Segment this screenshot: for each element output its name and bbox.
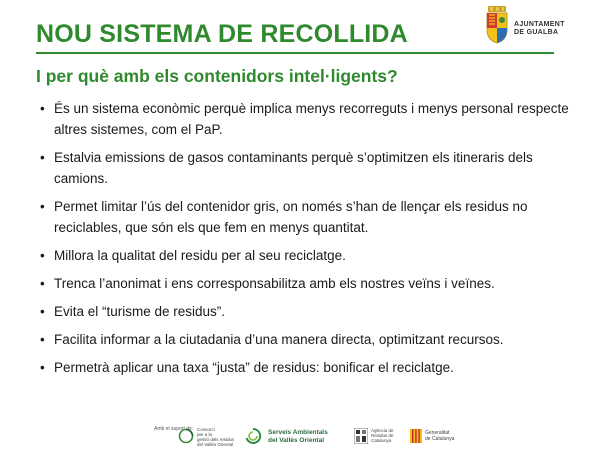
consorci-line-3: gestió dels residus [197, 437, 235, 442]
reasons-list [40, 98, 580, 385]
list-item-text: Permetrà aplicar una taxa “justa” de residus: bonificar el reciclatge. [54, 360, 454, 375]
agencia-line-3: Catalunya [371, 438, 392, 443]
coat-of-arms-icon [484, 6, 510, 44]
logo-line-1: AJUNTAMENT [514, 21, 565, 28]
list-item-text: Estalvia emissions de gasos contaminants perquè s’optimitzen els itineraris dels camions. [54, 150, 533, 186]
bullet-icon: • [40, 304, 45, 319]
list-item [40, 98, 580, 140]
agencia-line-2: Residus de [371, 433, 394, 438]
list-item [40, 301, 580, 322]
bullet-icon: • [40, 101, 45, 116]
support-label: Amb el suport de: [154, 426, 194, 432]
consorci-logo-icon [178, 428, 194, 444]
generalitat-text [425, 430, 454, 442]
list-item-text: Permet limitar l’ús del contenidor gris, on només s’han de llençar els residus no reciclables, que són els que fem en menys quantitat. [54, 199, 528, 235]
title-divider [36, 52, 554, 54]
consorci-line-1: Consorci [197, 427, 215, 432]
agencia-residus-logo [354, 426, 402, 446]
bullet-icon: • [40, 332, 45, 347]
bullet-icon: • [40, 199, 45, 214]
bullet-icon: • [40, 276, 45, 291]
list-item [40, 196, 580, 238]
agencia-line-1: Agència de [371, 428, 394, 433]
serveis-line-1: Serveis Ambientals [268, 429, 328, 436]
consorci-line-2: per a la [197, 432, 213, 437]
bullet-icon: • [40, 360, 45, 375]
bullet-icon: • [40, 150, 45, 165]
list-item [40, 357, 580, 378]
subtitle: I per què amb els contenidors intel·ligents? [36, 66, 398, 86]
agencia-logo-icon [354, 428, 368, 444]
serveis-ambientals-text [268, 429, 328, 444]
list-item-text: Millora la qualitat del residu per al seu reciclatge. [54, 248, 346, 263]
consorci-line-4: del Vallès Oriental [197, 442, 234, 447]
bullet-icon: • [40, 248, 45, 263]
recycle-swirl-icon [244, 427, 262, 445]
list-item [40, 329, 580, 350]
list-item-text: És un sistema econòmic perquè implica menys recorreguts i menys personal respecte altres sistemes, com el PaP. [54, 101, 569, 137]
consorci-text [197, 427, 234, 447]
ajuntament-logo [484, 6, 574, 48]
list-item-text: Trenca l’anonimat i ens corresponsabilitza amb els nostres veïns i veïnes. [54, 276, 495, 291]
agencia-text [371, 428, 394, 443]
list-item-text: Facilita informar a la ciutadania d’una manera directa, optimitzant recursos. [54, 332, 504, 347]
logo-line-2: DE GUALBA [514, 29, 559, 36]
list-item [40, 273, 580, 294]
list-item [40, 147, 580, 189]
logo-text [514, 21, 565, 37]
serveis-line-2: del Vallès Oriental [268, 436, 324, 444]
generalitat-logo [410, 426, 462, 446]
generalitat-line-2: de Catalunya [425, 436, 455, 442]
sponsors-footer [0, 422, 600, 448]
consorci-residus-logo [178, 426, 236, 446]
list-item [40, 245, 580, 266]
serveis-ambientals-logo [244, 426, 346, 446]
generalitat-line-1: Generalitat [425, 430, 450, 436]
page-title: NOU SISTEMA DE RECOLLIDA [36, 20, 408, 48]
senyera-icon [410, 429, 422, 443]
list-item-text: Evita el “turisme de residus”. [54, 304, 226, 319]
